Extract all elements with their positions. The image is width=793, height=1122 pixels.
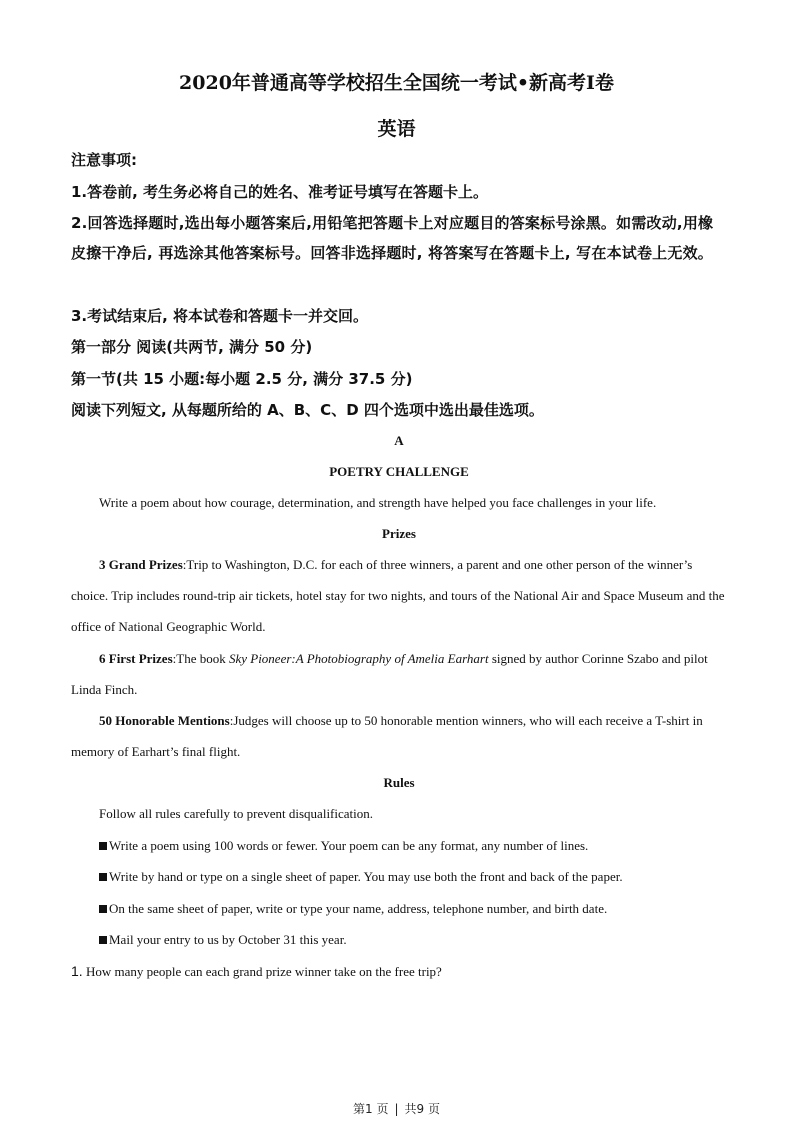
grand-prize-text: :Trip to Washington, D.C. for each of three winners, a parent and one other person of the winner’s choice. Trip includes round-trip air tickets, hotel stay for two nights, and tours of the National Air and Space Museum and the office of National Geographic World. (71, 557, 725, 634)
passage-intro: Write a poem about how courage, determination, and strength have helped you face challenges in your life. (99, 495, 657, 510)
page-number: 第1 页 (353, 1102, 389, 1116)
first-prize-text-a: :The book (172, 651, 229, 666)
passage-title: POETRY CHALLENGE (329, 464, 469, 479)
first-prize-label: 6 First Prizes (99, 651, 173, 666)
exam-title: 2020年普通高等学校招生全国统一考试•新高考Ⅰ卷 (179, 72, 614, 94)
question-1 (71, 963, 442, 980)
grand-prize-label: 3 Grand Prizes (99, 557, 183, 572)
book-title: Sky Pioneer:A Photobiography of Amelia Earhart (228, 651, 489, 666)
note-item-3: 3.考试结束后, 将本试卷和答题卡一并交回。 (71, 307, 369, 325)
square-bullet-icon (99, 936, 107, 944)
honorable-mention-label: 50 Honorable Mentions (99, 713, 230, 728)
passage-letter: A (394, 433, 404, 448)
subject-title: 英语 (377, 118, 416, 140)
rule-item: Mail your entry to us by October 31 this year. (71, 924, 727, 955)
page-footer (0, 1100, 793, 1117)
square-bullet-icon (99, 873, 107, 881)
first-prize-text-b: signed by author Corinne Szabo and pilot Linda Finch. (71, 651, 708, 697)
honorable-mention-text: :Judges will choose up to 50 honorable mention winners, who will each receive a T-shirt in memory of Earhart’s final flight. (71, 713, 703, 759)
note-item-2: 2.回答选择题时,选出每小题答案后,用铅笔把答题卡上对应题目的答案标号涂黑。如需改动,用橡皮擦干净后, 再选涂其他答案标号。回答非选择题时, 将答案写在答题卡上, 写在本试卷上无效。 (71, 214, 714, 262)
rule-item: On the same sheet of paper, write or type your name, address, telephone number, and birth date. (71, 893, 727, 924)
section-heading: 第一节(共 15 小题:每小题 2.5 分, 满分 37.5 分) (71, 370, 413, 388)
honorable-mention-paragraph (71, 705, 727, 767)
footer-divider: | (394, 1102, 399, 1116)
square-bullet-icon (99, 905, 107, 913)
question-number: 1. (71, 963, 83, 979)
rules-heading: Rules (383, 775, 415, 790)
section-instruction: 阅读下列短文, 从每题所给的 A、B、C、D 四个选项中选出最佳选项。 (71, 401, 544, 419)
first-prize-paragraph (71, 643, 727, 705)
rules-intro: Follow all rules carefully to prevent disqualification. (99, 806, 374, 821)
note-item-1: 1.答卷前, 考生务必将自己的姓名、准考证号填写在答题卡上。 (71, 183, 489, 201)
notes-heading: 注意事项: (71, 151, 137, 169)
grand-prize-paragraph (71, 549, 727, 642)
prizes-heading: Prizes (382, 526, 416, 541)
rule-item: Write a poem using 100 words or fewer. Your poem can be any format, any number of lines. (71, 830, 727, 861)
part-heading: 第一部分 阅读(共两节, 满分 50 分) (71, 338, 313, 356)
question-text: How many people can each grand prize winner take on the free trip? (85, 964, 442, 979)
page-total: 共9 页 (404, 1102, 440, 1116)
square-bullet-icon (99, 842, 107, 850)
rule-item: Write by hand or type on a single sheet of paper. You may use both the front and back of the paper. (71, 861, 727, 892)
